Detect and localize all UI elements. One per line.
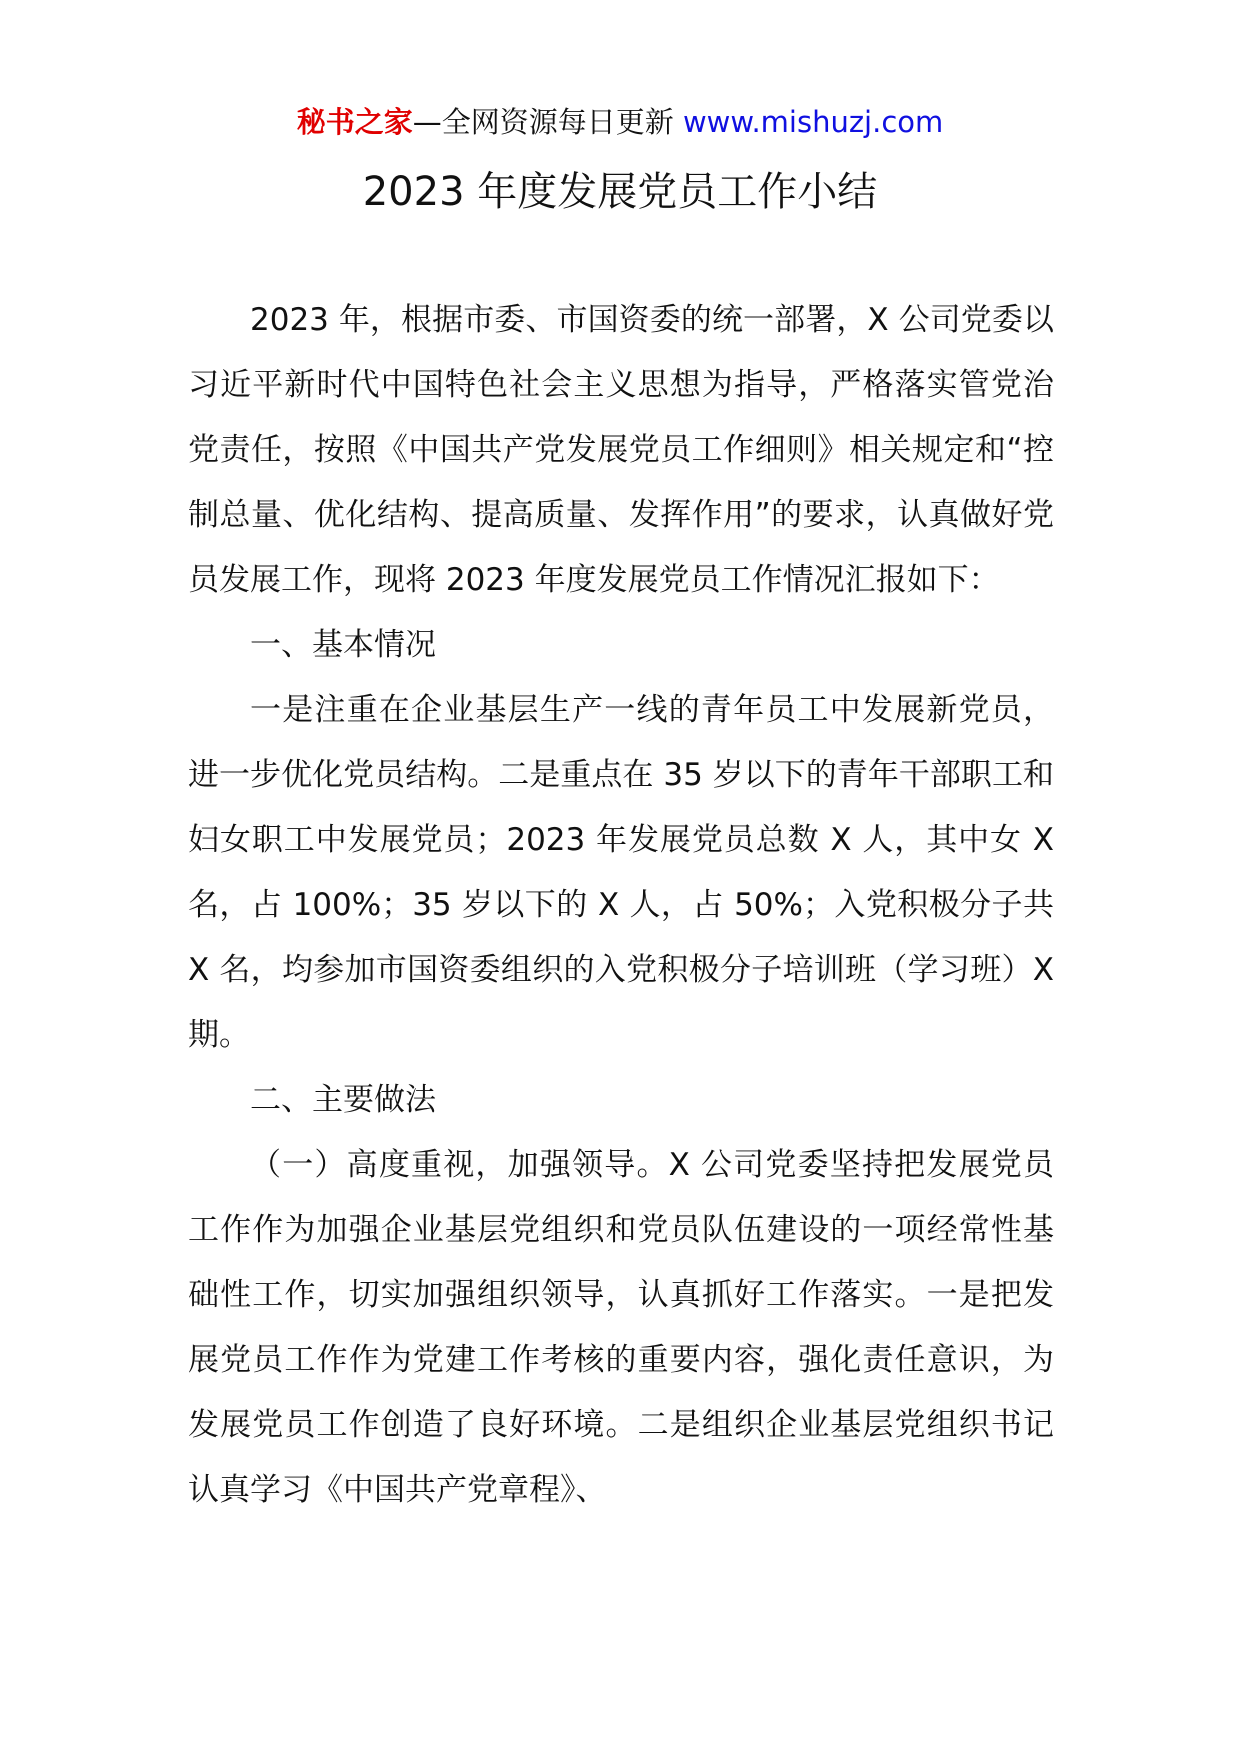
site-url: www.mishuzj.com: [682, 105, 944, 139]
document-title: 2023 年度发展党员工作小结: [362, 169, 878, 215]
basic-situation-paragraph: 一是注重在企业基层生产一线的青年员工中发展新党员，进一步优化党员结构。二是重点在 35 岁以下的青年干部职工和妇女职工中发展党员；2023 年发展党员总数 X 人，其中女 X 名，占 100%；35 岁以下的 X 人，占 50%；入党积极分子共 X 名，均参加市国资委组织的入党积极分子培训班（学习班）X 期。: [188, 692, 1054, 1053]
intro-paragraph: 2023 年，根据市委、市国资委的统一部署，X 公司党委以习近平新时代中国特色社会主义思想为指导，严格落实管党治党责任，按照《中国共产党发展党员工作细则》相关规定和“控制总量、优化结构、提高质量、发挥作用”的要求，认真做好党员发展工作，现将 2023 年度发展党员工作情况汇报如下：: [188, 302, 1054, 598]
section-heading-practices: 二、主要做法: [250, 1082, 436, 1118]
site-banner: [0, 100, 1240, 144]
practices-paragraph: （一）高度重视，加强领导。X 公司党委坚持把发展党员工作作为加强企业基层党组织和党员队伍建设的一项经常性基础性工作，切实加强组织领导，认真抓好工作落实。一是把发展党员工作作为党建工作考核的重要内容，强化责任意识，为发展党员工作创造了良好环境。二是组织企业基层党组织书记认真学习《中国共产党章程》、: [188, 1147, 1054, 1508]
brand-name: 秘书之家: [296, 105, 413, 139]
document-body: [188, 288, 1054, 1523]
banner-slogan: —全网资源每日更新: [412, 105, 683, 139]
section-heading-basic: 一、基本情况: [250, 627, 436, 663]
